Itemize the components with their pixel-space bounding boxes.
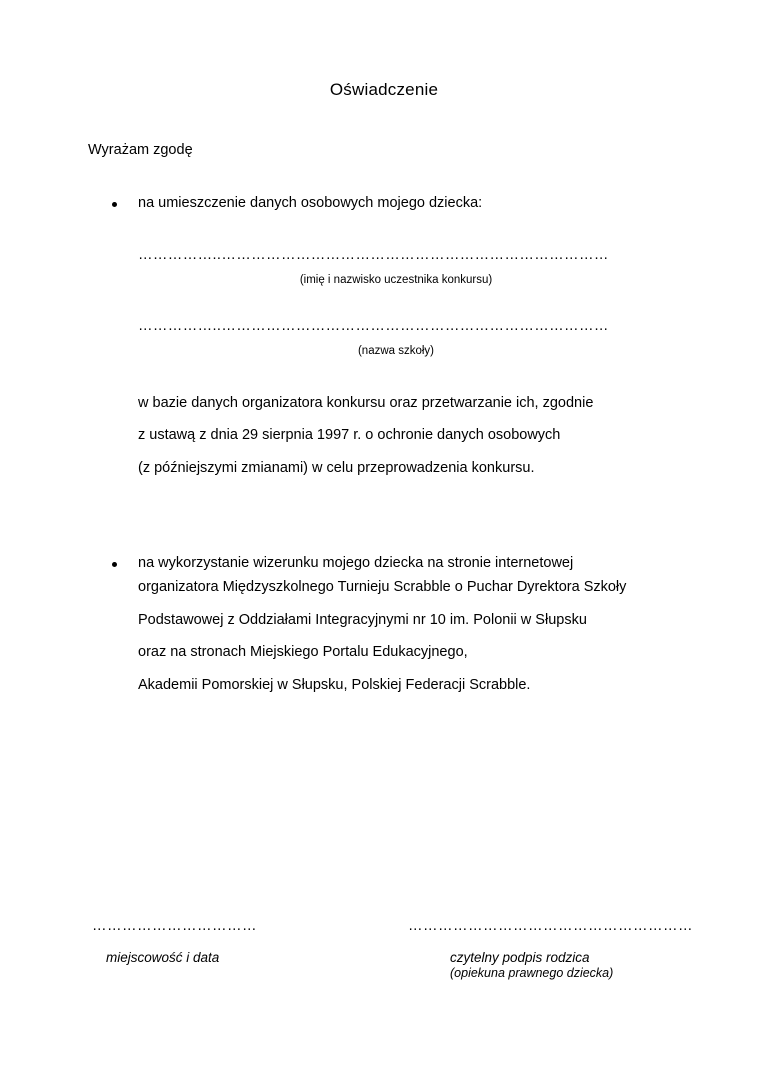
intro-text: Wyrażam zgodę	[88, 142, 193, 158]
paragraph-line: oraz na stronach Miejskiego Portalu Edukacyjnego,	[138, 644, 468, 661]
paragraph-line: organizatora Międzyszkolnego Turnieju Scrabble o Puchar Dyrektora Szkoły	[138, 578, 627, 595]
place-date-line[interactable]: ……………………………	[92, 918, 257, 934]
signature-area	[0, 918, 768, 1028]
bullet-heading-1: na umieszczenie danych osobowych mojego dziecka:	[138, 195, 483, 211]
paragraph-line: z ustawą z dnia 29 sierpnia 1997 r. o ochronie danych osobowych	[138, 427, 561, 444]
consent-list-2	[0, 556, 768, 571]
signature-block-parent	[408, 918, 718, 980]
bullet-heading-2: na wykorzystanie wizerunku mojego dziecka na stronie internetowej	[138, 555, 574, 572]
school-field-caption: (nazwa szkoły)	[357, 344, 435, 357]
signature-block-place-date	[92, 918, 342, 965]
parent-signature-sublabel: (opiekuna prawnego dziecka)	[450, 966, 614, 980]
consent-list	[0, 196, 768, 211]
name-field-caption: (imię i nazwisko uczestnika konkursu)	[299, 273, 493, 286]
paragraph-line: Podstawowej z Oddziałami Integracyjnymi nr 10 im. Polonii w Słupsku	[138, 611, 587, 628]
parent-signature-label: czytelny podpis rodzica	[450, 950, 590, 965]
paragraph-line: (z późniejszymi zmianami) w celu przeprowadzenia konkursu.	[138, 459, 535, 476]
consent-paragraph-2	[138, 571, 718, 702]
list-item	[112, 556, 768, 571]
page-title: Oświadczenie	[329, 80, 439, 99]
place-date-label: miejscowość i data	[106, 950, 220, 965]
name-field-dots[interactable]: ……………..……………………………………………………………………	[138, 246, 609, 263]
school-field-dots[interactable]: ……………..……………………………………………………………………	[138, 317, 609, 334]
consent-paragraph-1	[138, 387, 698, 485]
parent-signature-line[interactable]: …………………………………………………	[408, 918, 693, 934]
paragraph-line: Akademii Pomorskiej w Słupsku, Polskiej Federacji Scrabble.	[138, 676, 531, 693]
paragraph-line: w bazie danych organizatora konkursu oraz przetwarzanie ich, zgodnie	[138, 394, 594, 411]
document-page	[0, 80, 768, 1074]
list-item	[112, 196, 768, 211]
